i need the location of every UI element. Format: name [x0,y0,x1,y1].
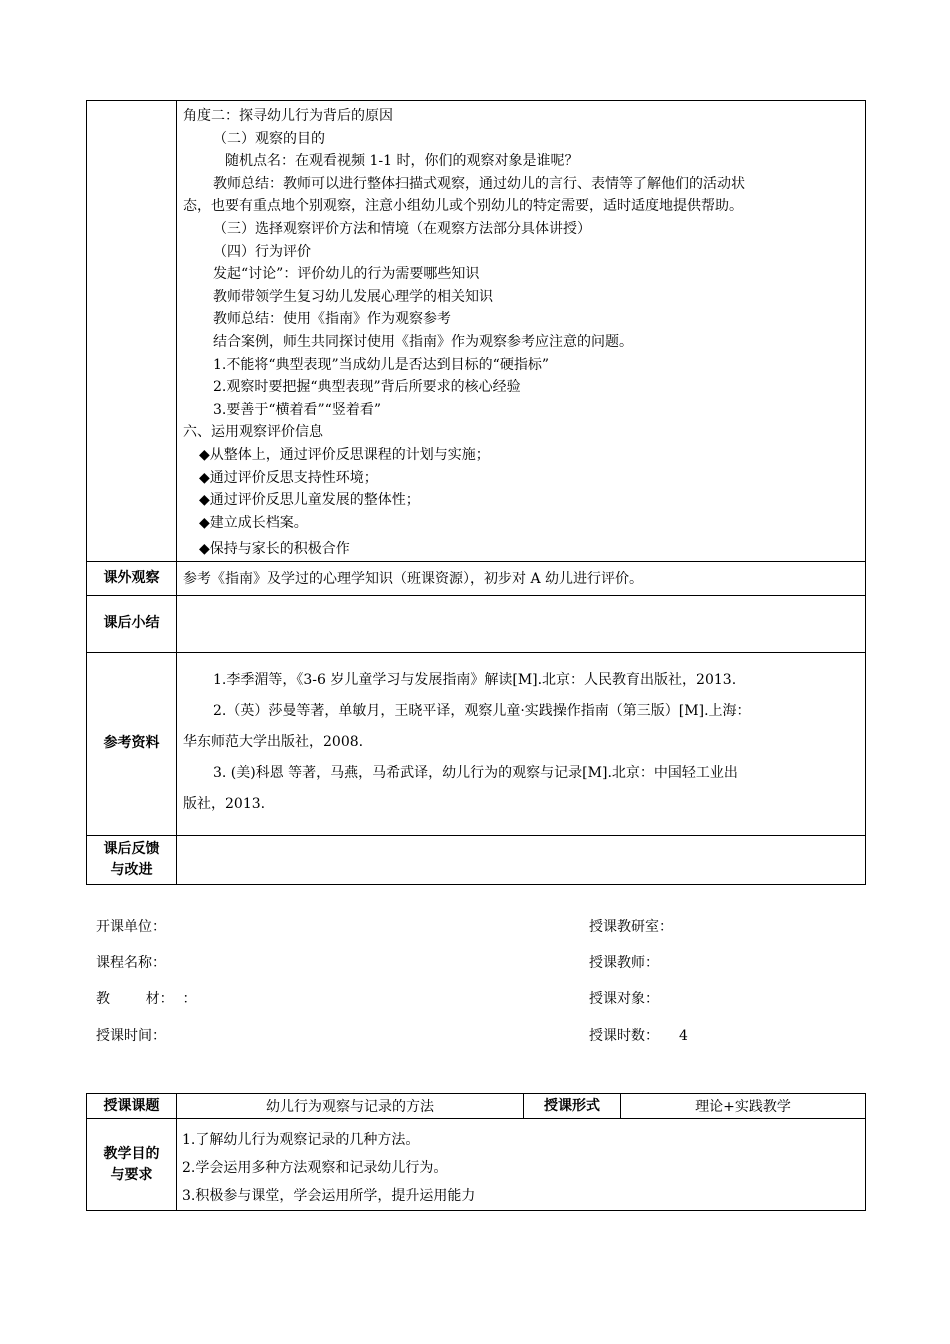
form-label: 授课形式 [524,1094,621,1119]
summary-label: 课后小结 [87,595,177,652]
bullet-line: ◆通过评价反思支持性环境； [199,469,378,486]
reference-item: 2.（英）莎曼等著，单敏月，王晓平译，观察儿童·实践操作指南（第三版）[M].上海： [213,702,751,719]
target-label: 授课对象： [589,991,659,1007]
feedback-label-line: 与改进 [110,861,153,878]
references-label: 参考资料 [87,652,177,835]
outside-observation-label: 课外观察 [87,561,177,595]
content-line: 1.不能将“典型表现”当成幼儿是否达到目标的“硬指标” [213,356,549,373]
goal-item: 2.学会运用多种方法观察和记录幼儿行为。 [182,1160,448,1176]
goals-content [177,1119,866,1211]
content-line: （二）观察的目的 [213,130,325,147]
goals-label [87,1119,177,1211]
bullet-line: ◆从整体上，通过评价反思课程的计划与实施； [199,446,490,463]
content-line: 发起“讨论”：评价幼儿的行为需要哪些知识 [213,266,480,283]
teacher-label: 授课教师： [589,955,659,971]
content-line: 2.观察时要把握“典型表现”背后所要求的核心经验 [213,379,521,396]
bullet-line: ◆保持与家长的积极合作 [199,541,350,558]
summary-content [177,595,866,652]
content-line: 结合案例，师生共同探讨使用《指南》作为观察参考应注意的问题。 [213,333,633,350]
bullet-line: ◆建立成长档案。 [199,514,308,531]
content-line: 3.要善于“横着看”“竖着看” [213,401,381,418]
reference-item: 1.李季湄等，《3-6 岁儿童学习与发展指南》解读[M].北京：人民教育出版社，2013. [213,671,737,688]
lesson-plan-table [86,100,866,885]
lesson-info-table [86,1093,866,1211]
course-name-label: 课程名称： [96,955,166,971]
feedback-label-line: 课后反馈 [103,840,160,857]
reference-item: 版社，2013. [183,795,266,812]
hours-label: 授课时数： [589,1028,659,1044]
content-line: 态，也要有重点地个别观察，注意小组幼儿或个别幼儿的特定需要，适时适度地提供帮助。 [183,198,743,215]
content-line: 六、运用观察评价信息 [183,424,323,441]
hours-value: 4 [679,1028,688,1044]
feedback-label [87,835,177,884]
content-line: （三）选择观察评价方法和情境（在观察方法部分具体讲授） [213,220,591,237]
topic-label: 授课课题 [87,1094,177,1119]
time-label: 授课时间： [96,1028,166,1044]
bullet-line: ◆通过评价反思儿童发展的整体性； [199,492,420,509]
section-label-cell [87,101,177,562]
goals-label-line: 教学目的 [103,1145,160,1162]
content-line: 教师总结：教师可以进行整体扫描式观察，通过幼儿的言行、表情等了解他们的活动状 [213,175,745,192]
unit-label: 开课单位： [96,919,166,935]
goals-label-line: 与要求 [110,1166,153,1183]
content-line: （四）行为评价 [213,243,311,260]
topic-value: 幼儿行为观察与记录的方法 [177,1094,524,1119]
content-line: 教师带领学生复习幼儿发展心理学的相关知识 [213,288,493,305]
section-content-cell [177,101,866,562]
content-line: 角度二：探寻幼儿行为背后的原因 [183,108,393,124]
office-label: 授课教研室： [589,919,673,935]
content-line: 随机点名：在观看视频 1-1 时，你们的观察对象是谁呢？ [225,153,579,170]
reference-item: 3. (美)科恩 等著，马燕，马希武译，幼儿行为的观察与记录[M].北京：中国轻工业出 [213,764,738,781]
outside-observation-text: 参考《指南》及学过的心理学知识（班课资源），初步对 A 幼儿进行评价。 [177,561,866,595]
goal-item: 1.了解幼儿行为观察记录的几种方法。 [182,1132,420,1148]
goal-item: 3.积极参与课堂，学会运用所学，提升运用能力 [182,1188,476,1204]
textbook-label: 教 材： ： [96,991,197,1007]
reference-item: 华东师范大学出版社，2008. [183,733,364,750]
content-line: 教师总结：使用《指南》作为观察参考 [213,311,451,328]
feedback-content [177,835,866,884]
references-content [177,652,866,835]
form-value: 理论+实践教学 [621,1094,866,1119]
